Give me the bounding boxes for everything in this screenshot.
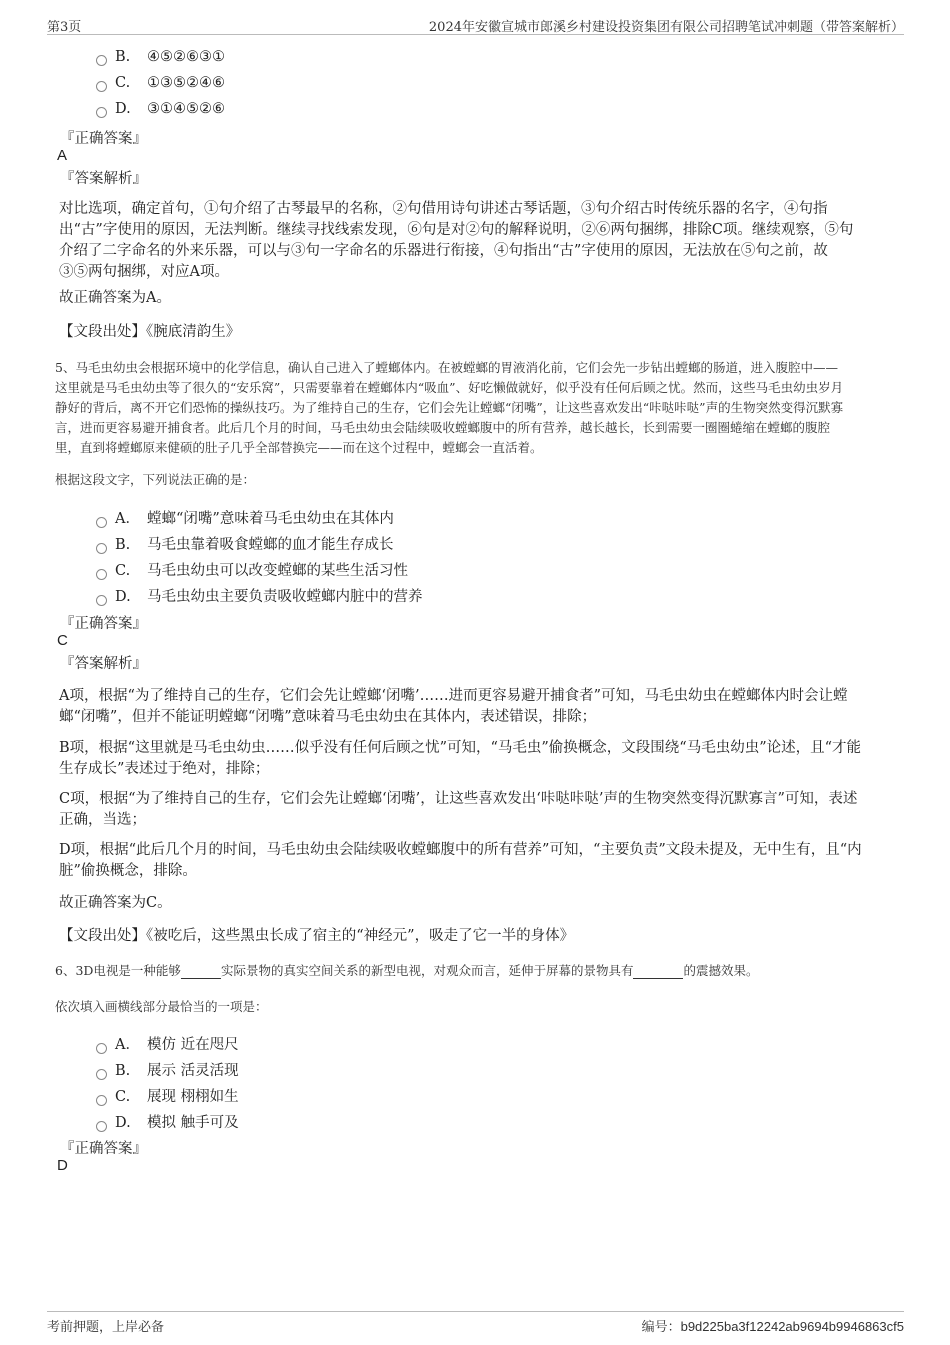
q4-answer-title: 『正确答案』 — [60, 131, 147, 147]
radio-icon[interactable] — [96, 543, 107, 554]
q5-analysis-c: C项，根据“为了维持自己的生存，它们会先让螳螂‘闭嘴’，让这些喜欢发出‘咔哒咔哒’声的生物突然变得沉默寡言”可知，表述 正确，当选； — [59, 791, 858, 828]
q4-source: 【文段出处】《腕底清韵生》 — [59, 324, 241, 340]
q4-option-c[interactable]: C. ①③⑤②④⑥ — [96, 75, 225, 91]
q5-analysis-b: B项，根据“这里就是马毛虫幼虫……似乎没有任何后顾之忧”可知，“马毛虫”偷换概念，文段围绕“马毛虫幼虫”论述，且“才能 生存成长”表述过于绝对，排除； — [59, 740, 862, 777]
q6-option-a[interactable]: A． 模仿 近在咫尺 — [96, 1033, 239, 1054]
radio-icon[interactable] — [96, 1043, 107, 1054]
q5-analysis-d: D项，根据“此后几个月的时间，马毛虫幼虫会陆续吸收螳螂腹中的所有营养”可知，“主要负责”文段未提及，无中生有，且“内 脏”偷换概念，排除。 — [59, 842, 862, 879]
q4-analysis-title: 『答案解析』 — [60, 171, 147, 187]
q6-option-b[interactable]: B. 展示 活灵活现 — [96, 1059, 239, 1080]
q6-option-c[interactable]: C. 展现 栩栩如生 — [96, 1085, 239, 1106]
q4-answer: A — [57, 147, 68, 164]
q5-analysis-a: A项，根据“为了维持自己的生存，它们会先让螳螂‘闭嘴’……进而更容易避开捕食者”可知，马毛虫幼虫在螳螂体内时会让螳 螂“闭嘴”，但并不能证明螳螂“闭嘴”意味着马毛虫幼虫在其体内，表述错误，排除； — [59, 688, 848, 725]
radio-icon[interactable] — [96, 595, 107, 606]
q6-prompt: 依次填入画横线部分最恰当的一项是： — [55, 999, 268, 1014]
q6-option-d[interactable]: D. 模拟 触手可及 — [96, 1111, 239, 1132]
q4-analysis: 对比选项，确定首句，①句介绍了古琴最早的名称，②句借用诗句讲述古琴话题，③句介绍古时传统乐器的名字，④句指 出“古”字使用的原因，无法判断。继续寻找线索发现，⑥句是对②句的解释说明，②⑥两句捆绑，排除C项。继续观察，⑤句 介绍了二字命名的外来乐器，可以与③句一字命名的乐器进行衔接，④句指出“古”字使用的原因，无法放在⑤句之前，故 ③⑤两句捆绑，对应A项。 — [59, 201, 854, 280]
q5-conclusion: 故正确答案为C。 — [59, 895, 172, 911]
radio-icon[interactable] — [96, 1121, 107, 1132]
document-title: 2024年安徽宣城市郎溪乡村建设投资集团有限公司招聘笔试冲刺题（带答案解析） — [428, 20, 904, 35]
radio-icon[interactable] — [96, 1069, 107, 1080]
q6-answer: D — [57, 1157, 68, 1174]
q5-option-d[interactable]: D. 马毛虫幼虫主要负责吸收螳螂内脏中的营养 — [96, 585, 423, 606]
page-header — [47, 16, 904, 35]
q6-stem: 6、3D电视是一种能够 实际景物的真实空间关系的新型电视，对观众而言，延伸于屏幕的景物具有 的震撼效果。 — [55, 963, 759, 978]
q5-prompt: 根据这段文字，下列说法正确的是： — [55, 472, 256, 487]
q4-option-d[interactable]: D. ③①④⑤②⑥ — [96, 101, 225, 117]
q5-analysis-title: 『答案解析』 — [60, 656, 147, 672]
q5-option-c[interactable]: C. 马毛虫幼虫可以改变螳螂的某些生活习性 — [96, 559, 408, 580]
q5-option-b[interactable]: B. 马毛虫靠着吸食螳螂的血才能生存成长 — [96, 533, 394, 554]
q5-answer: C — [57, 632, 68, 649]
radio-icon[interactable] — [96, 517, 107, 528]
page-footer — [47, 1311, 904, 1335]
q6-blank-1 — [181, 963, 221, 979]
q5-source: 【文段出处】《被吃后，这些黑虫长成了宿主的“神经元”，吸走了它一半的身体》 — [59, 928, 575, 944]
radio-icon[interactable] — [96, 1095, 107, 1106]
radio-icon[interactable] — [96, 55, 107, 66]
q6-blank-2 — [633, 963, 683, 979]
q4-option-b[interactable]: B. ④⑤②⑥③① — [96, 49, 225, 65]
radio-icon[interactable] — [96, 81, 107, 92]
q5-answer-title: 『正确答案』 — [60, 616, 147, 632]
footer-slogan: 考前押题，上岸必备 — [47, 1320, 165, 1335]
footer-code: 编号：b9d225ba3f12242ab9694b9946863cf5 — [641, 1319, 904, 1335]
q4-conclusion: 故正确答案为A。 — [59, 290, 171, 306]
radio-icon[interactable] — [96, 107, 107, 118]
q5-option-a[interactable]: A． 螳螂“闭嘴”意味着马毛虫幼虫在其体内 — [96, 507, 394, 528]
page-number: 第3页 — [47, 20, 82, 35]
q5-stem: 5、马毛虫幼虫会根据环境中的化学信息，确认自己进入了螳螂体内。在被螳螂的胃液消化前，它们会先一步钻出螳螂的肠道，进入腹腔中—— 这里就是马毛虫幼虫等了很久的“安乐窝”，只需要靠着在螳螂体内“吸血”、好吃懒做就好，似乎没有任何后顾之忧。然而，这些马毛虫幼虫岁月 静好的背后，离不开它们恐怖的操纵技巧。为了维持自己的生存，它们会先让螳螂“闭嘴”，让这些喜欢发出“咔哒咔哒”声的生物突然变得沉默寡 言，进而更容易避开捕食者。此后几个月的时间，马毛虫幼虫会陆续吸收螳螂腹中的所有营养，越长越长，长到需要一圈圈蜷缩在螳螂的腹腔 里，直到将螳螂原来健硕的肚子几乎全部替换完——而在这个过程中，螳螂会一直活着。 — [55, 360, 844, 455]
radio-icon[interactable] — [96, 569, 107, 580]
q6-answer-title: 『正确答案』 — [60, 1141, 147, 1157]
